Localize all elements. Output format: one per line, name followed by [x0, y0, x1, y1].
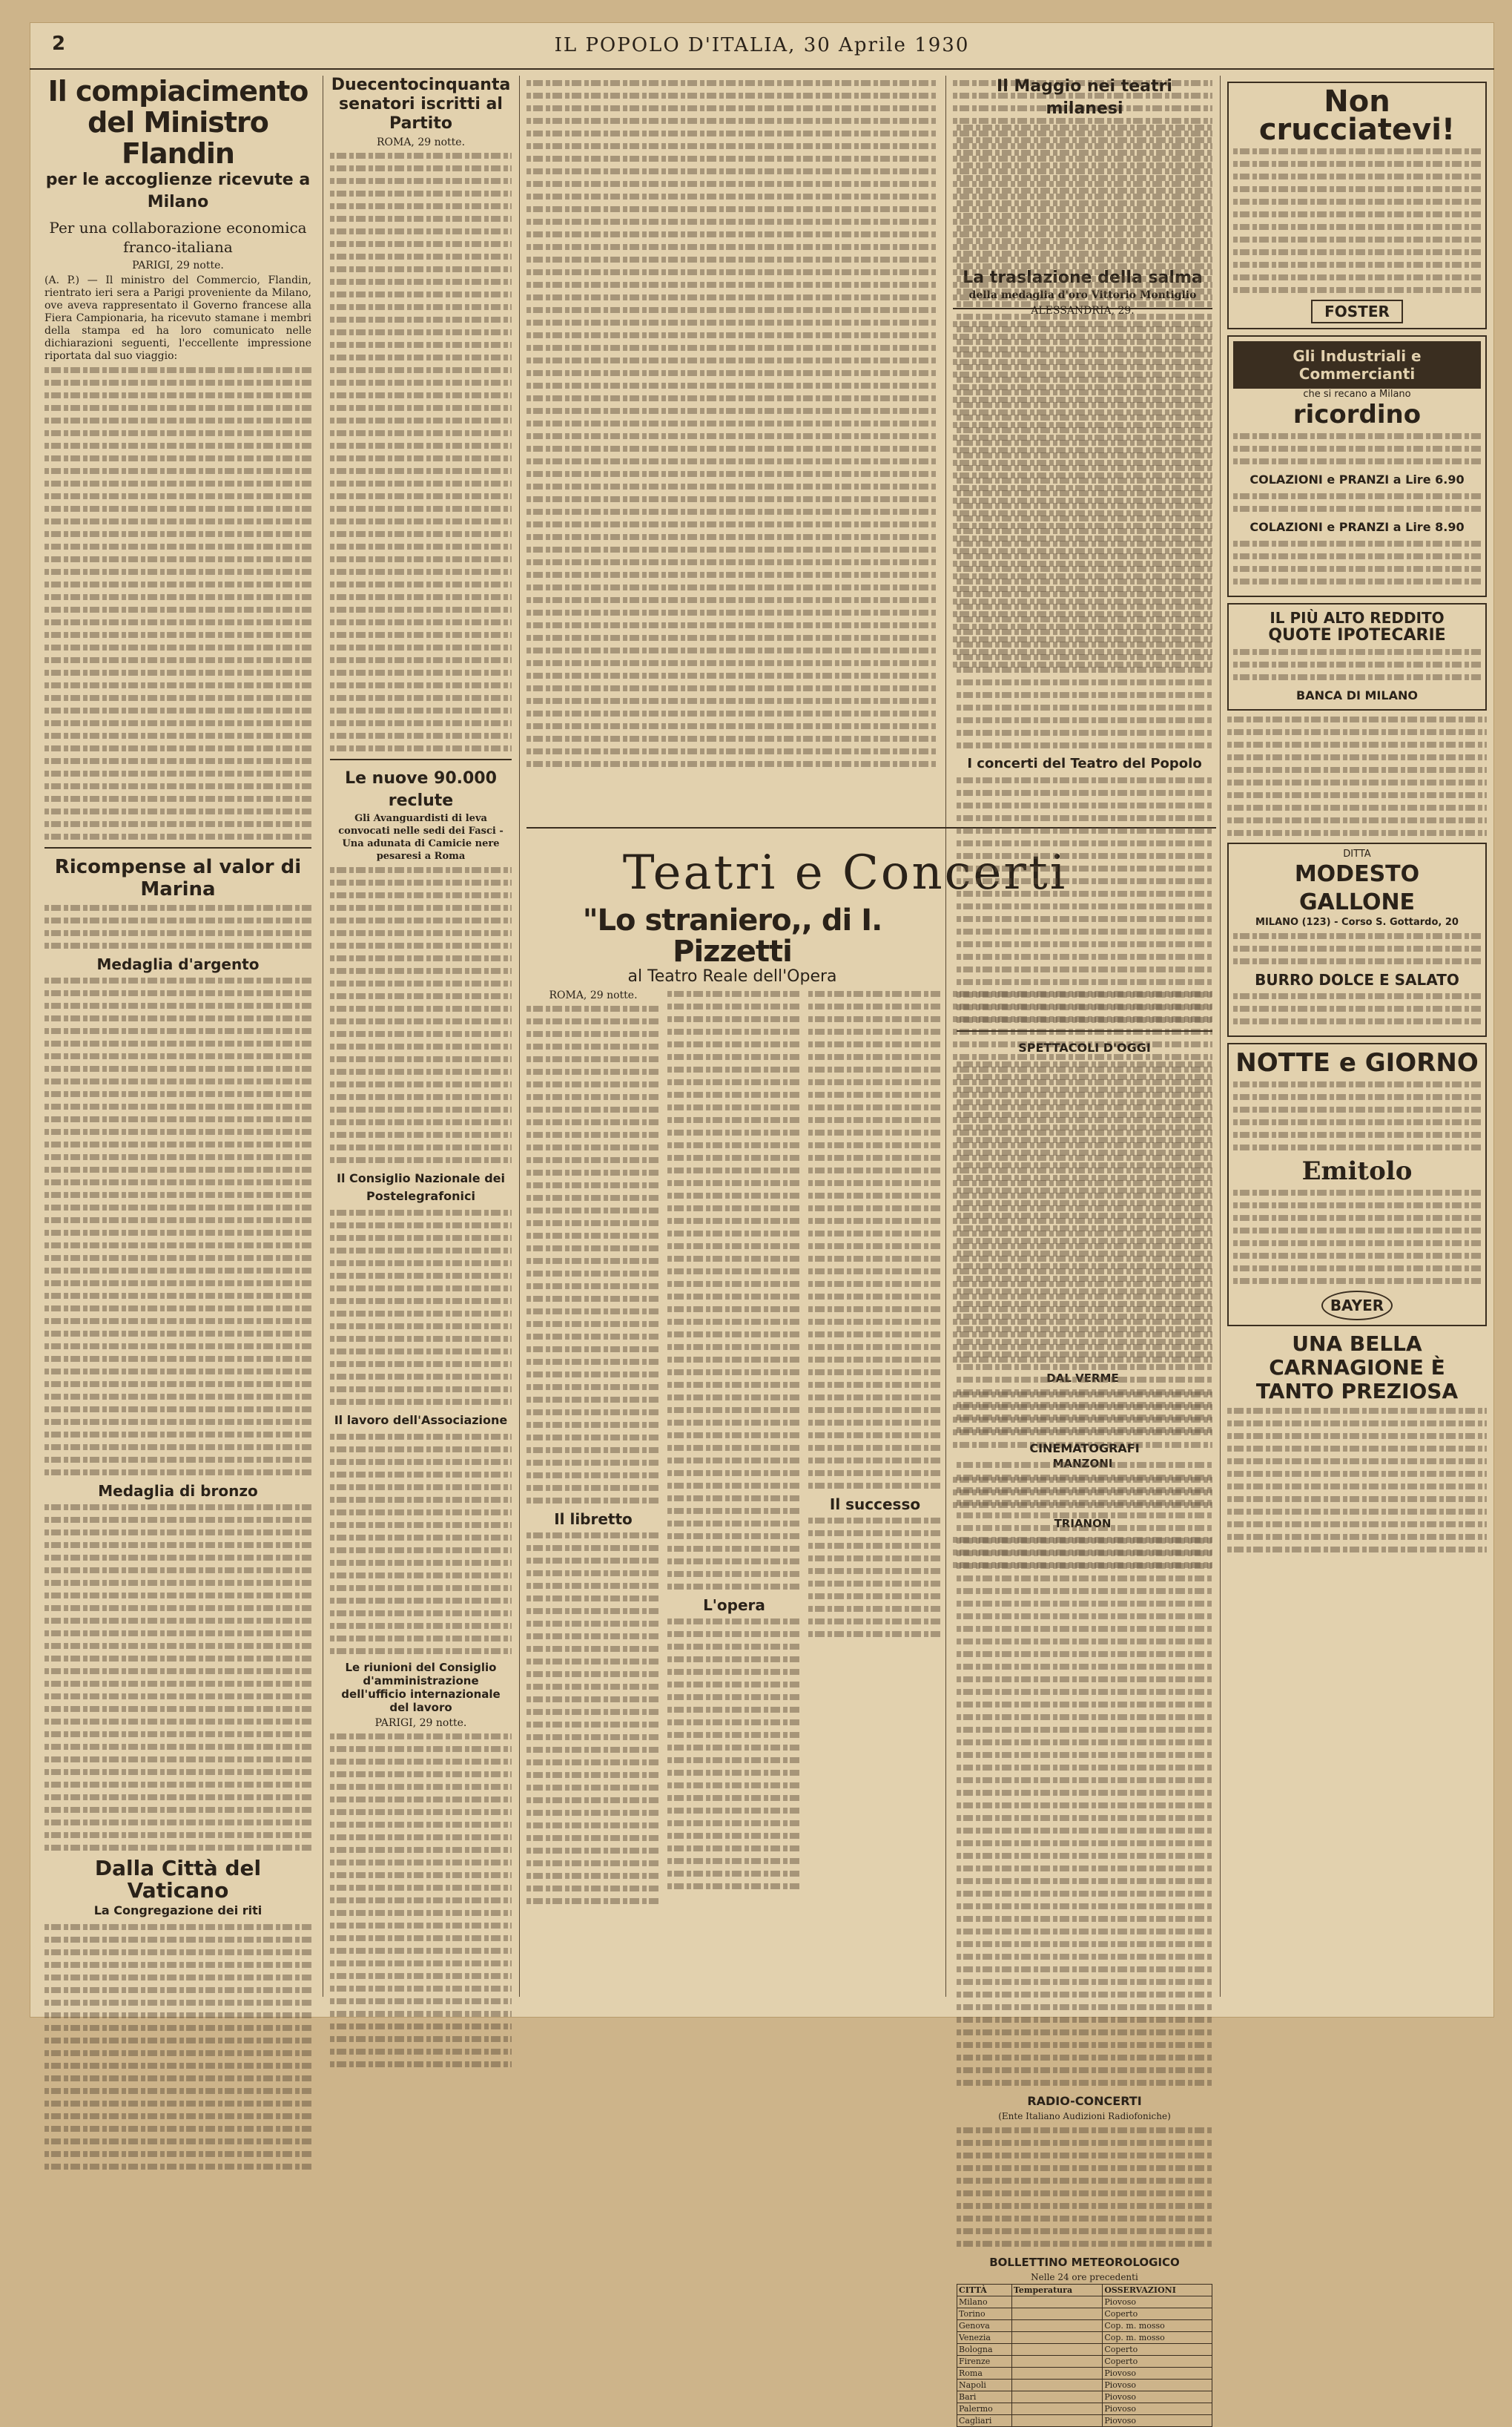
- weather-row: [957, 2344, 1212, 2356]
- column-1: [44, 76, 311, 2176]
- weather-obs: Coperto: [1103, 2356, 1212, 2368]
- weather-temp: [1011, 2332, 1102, 2344]
- column-5-ads: [1227, 76, 1487, 1559]
- ad-banca-bank: BANCA DI MILANO: [1296, 688, 1418, 702]
- straniero-col-c: [808, 987, 942, 1644]
- weather-row: [957, 2415, 1212, 2427]
- article-marina-intro: [44, 905, 311, 949]
- column-3-top: [526, 76, 938, 774]
- article-medal-bronze: [44, 1504, 311, 1851]
- banner-teatri: Teatri e Concerti: [622, 846, 1068, 900]
- ad-emitolo-body2: [1233, 1190, 1481, 1284]
- weather-table: [957, 2284, 1212, 2427]
- weather-row: [957, 2403, 1212, 2415]
- headline-vatican: Dalla Città del Vaticano: [94, 1856, 262, 1903]
- ad-ricordino-line1: COLAZIONI e PRANZI a Lire 6.90: [1249, 472, 1465, 487]
- weather-temp: [1011, 2391, 1102, 2403]
- weather-row: [957, 2296, 1212, 2308]
- masthead: IL POPOLO D'ITALIA, 30 Aprile 1930: [554, 34, 970, 56]
- subhead-trianon: TRIANON: [1054, 1517, 1112, 1530]
- article-straniero: [526, 905, 938, 987]
- weather-row: [957, 2332, 1212, 2344]
- weather-temp: [1011, 2368, 1102, 2380]
- headline-maggio: Il Maggio nei teatri milanesi: [997, 77, 1172, 118]
- weather-temp: [1011, 2320, 1102, 2332]
- article-vatican: [44, 1924, 311, 2170]
- article-bit: [330, 1733, 512, 2067]
- divider: [957, 1030, 1212, 1032]
- weather-city: Milano: [957, 2296, 1012, 2308]
- straniero-col-b: [667, 987, 801, 1896]
- subhead-vatican: La Congregazione dei riti: [93, 1903, 263, 1917]
- ad-banca: [1227, 603, 1487, 711]
- weather-temp: [1011, 2380, 1102, 2391]
- headline-spettacoli: SPETTACOLI D'OGGI: [1018, 1041, 1151, 1055]
- subhead-libretto: Il libretto: [554, 1510, 633, 1528]
- headline-marina: Ricompense al valor di Marina: [54, 856, 302, 900]
- weather-obs: Piovoso: [1103, 2415, 1212, 2427]
- page-header: [30, 22, 1494, 70]
- ad-emitolo-brand: BAYER: [1321, 1291, 1393, 1320]
- subhead-medal-bronze: Medaglia di bronzo: [98, 1482, 258, 1500]
- page-number: 2: [52, 33, 66, 55]
- weather-obs: Piovoso: [1103, 2296, 1212, 2308]
- subhead-dal-verme: DAL VERME: [1046, 1371, 1119, 1385]
- newspaper-page: [30, 22, 1494, 2018]
- headline-reclute: Le nuove 90.000 reclute: [345, 769, 497, 810]
- weather-header-row: [957, 2285, 1212, 2296]
- article-senators: [330, 153, 512, 751]
- article-straniero-a: [526, 1006, 660, 1504]
- ad-gallone-body: [1233, 933, 1481, 964]
- weather-city: Cagliari: [957, 2415, 1012, 2427]
- weather-obs: Piovoso: [1103, 2391, 1212, 2403]
- weather-temp: [1011, 2415, 1102, 2427]
- subhead-flandin: per le accoglienze ricevute a Milano: [45, 171, 311, 211]
- weather-temp: [1011, 2308, 1102, 2320]
- weather-obs: Coperto: [1103, 2308, 1212, 2320]
- subhead-straniero: al Teatro Reale dell'Opera: [627, 967, 837, 986]
- subhead-opera: L'opera: [703, 1596, 765, 1614]
- ad-ricordino-line2: COLAZIONI e PRANZI a Lire 8.90: [1249, 520, 1465, 534]
- ad-foster-body: [1233, 148, 1481, 293]
- article-flandin-lead: (A. P.) — Il ministro del Commercio, Flandin, rientrato ieri sera a Parigi proveniente da Milano, ove aveva rappresentato il Governo francese alla Fiera Campionaria, ha ricevuto stamane i membri della stampa ed ha loro comunicato nelle dichiarazioni seguenti, l'eccellente impressione riportata dal suo viaggio:: [44, 274, 311, 362]
- weather-temp: [1011, 2296, 1102, 2308]
- article-concerti: [957, 777, 1212, 1023]
- column-rule: [519, 76, 520, 1997]
- subhead-radio: (Ente Italiano Audizioni Radiofoniche): [998, 2111, 1171, 2121]
- headline-radio: RADIO-CONCERTI: [1027, 2094, 1142, 2108]
- ad-ricordino-big: ricordino: [1293, 400, 1422, 429]
- subhead-weather: Nelle 24 ore precedenti: [1031, 2272, 1138, 2282]
- ad-ricordino-body: [1233, 433, 1481, 464]
- weather-temp: [1011, 2356, 1102, 2368]
- article-libretto: [526, 1532, 660, 1904]
- weather-col-header: OSSERVAZIONI: [1103, 2285, 1212, 2296]
- weather-obs: Piovoso: [1103, 2403, 1212, 2415]
- column-4-content: [957, 76, 1212, 2426]
- headline-weather: BOLLETTINO METEOROLOGICO: [989, 2256, 1180, 2269]
- weather-obs: Piovoso: [1103, 2380, 1212, 2391]
- ad-gallone-prod: BURRO DOLCE E SALATO: [1255, 971, 1459, 989]
- weather-temp: [1011, 2403, 1102, 2415]
- weather-obs: Piovoso: [1103, 2368, 1212, 2380]
- ad-gallone-big: MODESTO GALLONE: [1294, 861, 1420, 915]
- weather-col-header: CITTÀ: [957, 2285, 1012, 2296]
- list-cinema: [957, 1462, 1212, 2086]
- subhead-medal-silver: Medaglia d'argento: [96, 955, 260, 973]
- article-associazione: [330, 1434, 512, 1654]
- ad-emitolo: [1227, 1043, 1487, 1326]
- weather-col-header: Temperatura: [1011, 2285, 1102, 2296]
- ad-emitolo-head: NOTTE e GIORNO: [1235, 1048, 1479, 1078]
- dateline-salma: ALESSANDRIA, 29.: [1031, 305, 1135, 317]
- weather-city: Venezia: [957, 2332, 1012, 2344]
- divider: [330, 759, 512, 760]
- weather-obs: Cop. m. mosso: [1103, 2332, 1212, 2344]
- headline-salma: La traslazione della salma: [963, 269, 1203, 287]
- weather-city: Bologna: [957, 2344, 1012, 2356]
- weather-row: [957, 2356, 1212, 2368]
- weather-city: Firenze: [957, 2356, 1012, 2368]
- dateline-bit: PARIGI, 29 notte.: [374, 1717, 467, 1729]
- weather-row: [957, 2320, 1212, 2332]
- article-straniero-b: [667, 991, 801, 1590]
- headline-straniero: "Lo straniero,, di I. Pizzetti: [582, 903, 882, 969]
- ad-gallone-head: DITTA: [1343, 849, 1371, 860]
- ad-foster-brand: FOSTER: [1311, 300, 1403, 323]
- headline-bit: Le riunioni del Consiglio d'amministrazione dell'ufficio internazionale del lavoro: [341, 1661, 501, 1714]
- article-reclute: [330, 867, 512, 1163]
- weather-city: Palermo: [957, 2403, 1012, 2415]
- ad-ricordino: [1227, 335, 1487, 597]
- weather-city: Napoli: [957, 2380, 1012, 2391]
- straniero-col-a: [526, 987, 660, 1911]
- article-radio: [957, 2127, 1212, 2247]
- ad-emitolo-prod: Emitolo: [1301, 1156, 1413, 1186]
- article-straniero-c: [808, 991, 942, 1489]
- ad-gallone: [1227, 843, 1487, 1037]
- weather-temp: [1011, 2344, 1102, 2356]
- notice-libretti: [1227, 717, 1487, 836]
- list-spettacoli: [957, 1061, 1212, 1433]
- ad-ricordino-head: Gli Industriali e Commercianti: [1233, 341, 1481, 389]
- column-rule: [945, 76, 946, 1997]
- weather-city: Bari: [957, 2391, 1012, 2403]
- weather-obs: Cop. m. mosso: [1103, 2320, 1212, 2332]
- weather-city: Torino: [957, 2308, 1012, 2320]
- column-rule: [1220, 76, 1221, 1997]
- headline-senators: Duecentocinquanta senatori iscritti al Partito: [331, 76, 511, 133]
- article-opera: [667, 1618, 801, 1889]
- ad-carnagione-body: [1227, 1408, 1487, 1552]
- weather-city: Roma: [957, 2368, 1012, 2380]
- ad-carnagione-head: UNA BELLA CARNAGIONE È TANTO PREZIOSA: [1255, 1331, 1459, 1403]
- article-medal-silver: [44, 978, 311, 1475]
- weather-row: [957, 2368, 1212, 2380]
- headline-associazione: Il lavoro dell'Associazione: [334, 1413, 508, 1427]
- weather-row: [957, 2308, 1212, 2320]
- weather-city: Genova: [957, 2320, 1012, 2332]
- headline-cinema: CINEMATOGRAFI: [1029, 1441, 1140, 1455]
- ad-ricordino-body3: [1233, 541, 1481, 584]
- subhead-manzoni: MANZONI: [1052, 1457, 1113, 1470]
- article-postelegrafonici: [330, 1210, 512, 1405]
- kicker-flandin: Per una collaborazione economica franco-italiana: [49, 219, 307, 256]
- list-senators-names: [526, 80, 938, 767]
- weather-row: [957, 2391, 1212, 2403]
- dateline-flandin: PARIGI, 29 notte.: [132, 260, 224, 271]
- article-flandin-body: [44, 367, 311, 840]
- article-successo: [808, 1518, 942, 1637]
- ad-gallone-body2: [1233, 993, 1481, 1024]
- dateline-straniero: ROMA, 29 notte.: [549, 989, 638, 1001]
- subhead-salma: della medaglia d'oro Vittorio Montiglio: [968, 289, 1197, 301]
- ad-ricordino-body2: [1233, 493, 1481, 512]
- ad-emitolo-body: [1233, 1081, 1481, 1150]
- weather-body: [957, 2296, 1212, 2427]
- headline-concerti: I concerti del Teatro del Popolo: [967, 756, 1202, 771]
- ad-ricordino-sub: che si recano a Milano: [1303, 389, 1411, 400]
- article-maggio: [957, 125, 1212, 748]
- headline-flandin: Il compiacimento del Ministro Flandin: [47, 75, 308, 170]
- ad-banca-mid: QUOTE IPOTECARIE: [1268, 626, 1446, 645]
- ad-banca-head: IL PIÙ ALTO REDDITO: [1270, 609, 1445, 627]
- ad-banca-body: [1233, 649, 1481, 680]
- dateline-senators: ROMA, 29 notte.: [376, 136, 466, 148]
- weather-obs: Coperto: [1103, 2344, 1212, 2356]
- subhead-successo: Il successo: [829, 1495, 921, 1513]
- column-2: [330, 76, 512, 2074]
- divider: [44, 847, 311, 849]
- subhead-reclute: Gli Avanguardisti di leva convocati nelle sedi dei Fasci - Una adunata di Camicie nere pesaresi a Roma: [338, 813, 504, 862]
- ad-gallone-address: MILANO (123) - Corso S. Gottardo, 20: [1255, 917, 1459, 928]
- ad-foster: [1227, 82, 1487, 329]
- ad-foster-headline: Non crucciatevi!: [1258, 85, 1456, 147]
- headline-postelegrafonici: Il Consiglio Nazionale dei Postelegrafonici: [337, 1171, 505, 1203]
- weather-row: [957, 2380, 1212, 2391]
